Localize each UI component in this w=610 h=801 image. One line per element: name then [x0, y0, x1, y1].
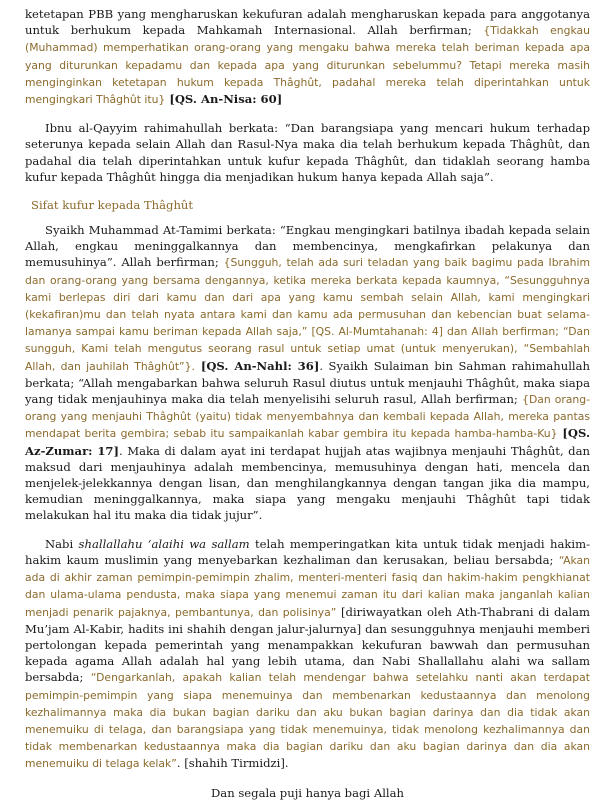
verse-reference: [QS. Az-Zumar: 17]: [25, 426, 590, 458]
quran-quote: {Sungguh, telah ada suri teladan yang baik bagimu pada Ibrahim dan orang-orang yang bersama dengannya, ketika mereka berkata kepada kaumnya, “Sesungguhnya kami berlepas diri dari kamu dan dari apa yang kamu sembah selain Allah, kami mengingkari (kekafiran)mu dan telah nyata antara kami dan kamu ada permusuhan dan kebencian buat selama-lamanya sampai kamu beriman kepada Allah saja,” [QS. Al-Mumtahanah: 4] dan Allah berfirman; “Dan sungguh, Kami telah mengutus seorang rasul untuk setiap umat (untuk menyerukan), “Sembahlah Allah, dan jauhilah Thâghût”}.: [25, 256, 590, 373]
verse-reference: [QS. An-Nisa: 60]: [165, 92, 283, 107]
text: telah memperingatkan kita untuk tidak menjadi hakim-hakim kaum muslimin yang menyebarkan kezhaliman dan kerusakan, beliau bersabda;: [25, 536, 590, 567]
honorific: shallallahu ‘alaihi wa sallam: [78, 536, 250, 551]
hadith-quote: “Akan ada di akhir zaman pemimpin-pemimpin zhalim, menteri-menteri fasiq dan hakim-hakim pengkhianat dan ulama-ulama pendusta, maka siapa yang menemui zaman itu dari kalian maka janganlah kalian menjadi penarik pajaknya, pembantunya, dan polisinya”: [25, 553, 590, 619]
text: [diriwayatkan oleh Ath-Thabrani di dalam Mu’jam Al-Kabir, hadits ini shahih dengan jalur-jalurnya] dan sesungguhnya menjauhi memberi pertolongan kepada pemerintah yang menampakkan kekufuran bawwah dan permusuhan kepada agama Allah adalah hal yang lebih utama, dan Nabi Shallallahu alahi wa sallam bersabda;: [25, 604, 591, 685]
text: . [shahih Tirmidzi].: [176, 756, 289, 771]
text: Ibnu al-Qayyim rahimahullah berkata: “Dan barangsiapa yang mencari hukum terhadap seterunya kepada selain Allah dan Rasul-Nya maka dia telah berhukum kepada Thâghût, dan padahal dia telah diperintahkan untuk kufur kepada Thâghût, dan tidaklah seorang hamba kufur kepada Thâghût hingga dia menjadikan hukum hanya kepada Allah saja”.: [25, 121, 590, 184]
verse-reference: [QS. An-Nahl: 36]: [194, 358, 320, 373]
closing-line: Dan segala puji hanya bagi Allah: [211, 785, 404, 800]
section-title: Sifat kufur kepada Thâghût: [31, 198, 194, 213]
paragraph-1: [25, 6, 590, 108]
quran-quote: {Dan orang-orang yang menjauhi Thâghût (yaitu) tidak menyembahnya dan kembali kepada Allah, mereka pantas mendapat berita gembira; sebab itu sampaikanlah kabar gembira itu kepada hamba-hamba-Ku}: [25, 393, 590, 441]
text: Nabi: [45, 536, 79, 551]
text: ketetapan PBB yang mengharuskan kekufuran adalah mengharuskan kepada para anggotanya untuk berhukum kepada Mahkamah Internasional. Allah berfirman;: [25, 7, 590, 38]
paragraph-4: [25, 536, 590, 773]
paragraph-2: [25, 120, 590, 185]
text: . Maka di dalam ayat ini terdapat hujjah atas wajibnya menjauhi Thâghût, dan maksud dari menjauhinya adalah membencinya, memusuhinya dengan hati, mencela dan menjelek-jelekkannya dengan lisan, dan menghilangkannya dengan tangan jika dia mampu, kemudian meninggalkannya, maka siapa yang mengaku menjauhi Thâghût tapi tidak melakukan hal itu maka dia tidak jujur”.: [25, 443, 590, 523]
paragraph-3: [25, 222, 590, 524]
text: Syaikh Muhammad At-Tamimi berkata: “Engkau mengingkari batilnya ibadah kepada selain Allah, engkau meninggalkannya dan membencinya, mengkafirkan pelakunya dan memusuhinya”. Allah berfirman;: [25, 223, 590, 270]
quran-quote: {Tidakkah engkau (Muhammad) memperhatikan orang-orang yang mengaku bahwa mereka telah beriman kepada apa yang diturunkan kepadamu dan kepada apa yang diturunkan sebelummu? Tetapi mereka masih menginginkan ketetapan hukum kepada Thâghût, padahal mereka telah diperintahkan untuk mengingkari Thâghût itu}: [25, 24, 590, 107]
hadith-quote: “Dengarkanlah, apakah kalian telah mendengar bahwa setelahku nanti akan terdapat pemimpin-pemimpin yang siapa menemuinya dan membenarkan kedustaannya dan menolong kezhalimannya maka dia bukan bagian dariku dan aku bukan bagian darinya dan dia tidak akan menemuiku di telaga, dan barangsiapa yang tidak menemuinya, tidak menolong kezhalimannya dan tidak membenarkan kedustaannya maka dia bagian dariku dan aku bagian darinya dan dia akan menemuiku di telaga kelak”: [25, 671, 590, 771]
text: . Syaikh Sulaiman bin Sahman rahimahullah berkata; “Allah mengabarkan bahwa seluruh Rasul diutus untuk menjauhi Thâghût, maka siapa yang tidak menjauhinya maka dia telah menyelisihi seluruh rasul, Allah berfirman;: [25, 358, 590, 407]
